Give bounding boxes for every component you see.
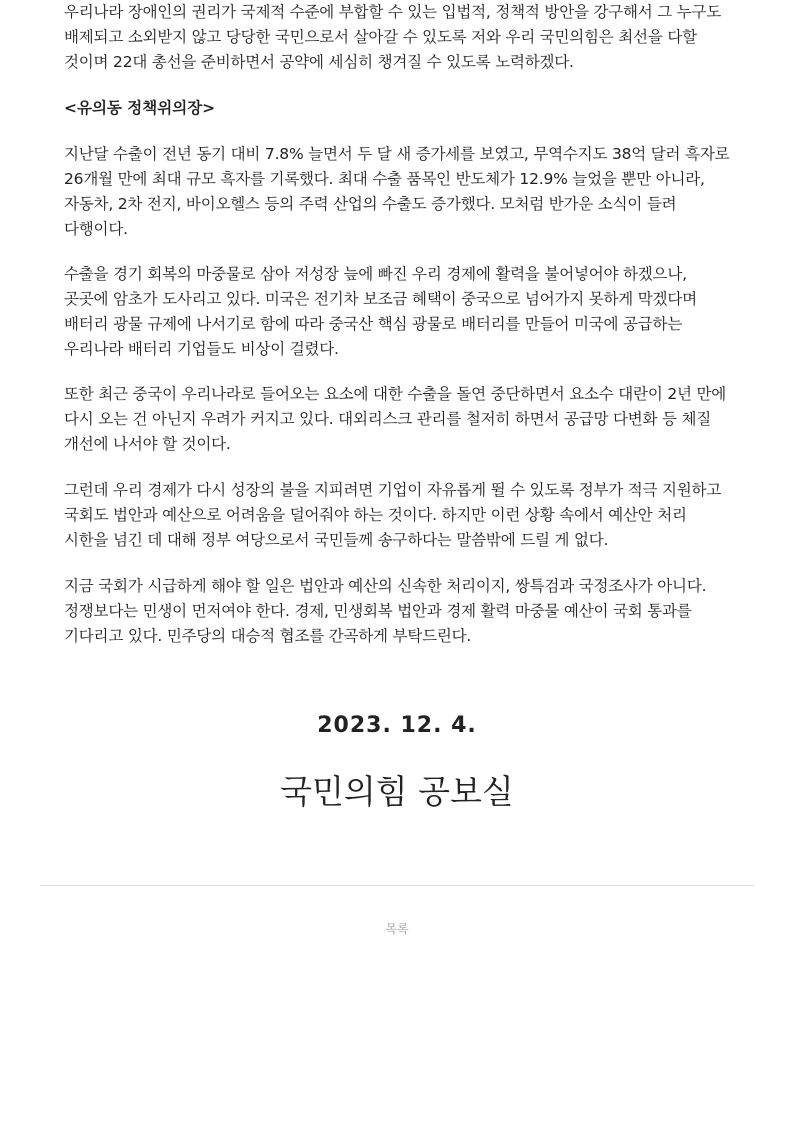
list-link[interactable]: 목록 [385, 922, 409, 936]
issuing-office: 국민의힘 공보실 [280, 772, 514, 811]
paragraph-budget-deadline: 그런데 우리 경제가 다시 성장의 불을 지피려면 기업이 자유롭게 뛸 수 있도록 정부가 적극 지원하고 국회도 법안과 예산으로 어려움을 덜어줘야 하는 것이다. 하지만 이런 상황 속에서 예산안 처리 시한을 넘긴 데 대해 정부 여당으로서 국민들께 송구하다는 말씀밖에 드릴 게 없다. [64, 481, 722, 549]
release-date: 2023. 12. 4. [317, 713, 477, 738]
speaker-heading: <유의동 정책위의장> [64, 99, 216, 117]
paragraph-urea-supply: 또한 최근 중국이 우리나라로 들어오는 요소에 대한 수출을 돌연 중단하면서 요소수 대란이 2년 만에 다시 오는 건 아닌지 우려가 커지고 있다. 대외리스크 관리를 철저히 하면서 공급망 다변화 등 체질 개선에 나서야 할 것이다. [64, 385, 727, 453]
paragraph-legislation-request: 지금 국회가 시급하게 해야 할 일은 법안과 예산의 신속한 처리이지, 쌍특검과 국정조사가 아니다. 정쟁보다는 민생이 먼저여야 한다. 경제, 민생회복 법안과 경제 활력 마중물 예산이 국회 통과를 기다리고 있다. 민주당의 대승적 협조를 간곡하게 부탁드린다. [64, 577, 707, 645]
section-divider [40, 885, 754, 886]
paragraph-battery-regulation: 수출을 경기 회복의 마중물로 삼아 저성장 늪에 빠진 우리 경제에 활력을 불어넣어야 하겠으나, 곳곳에 암초가 도사리고 있다. 미국은 전기차 보조금 혜택이 중국으로 넘어가지 못하게 막겠다며 배터리 광물 규제에 나서기로 함에 따라 중국산 핵심 광물로 배터리를 만들어 미국에 공급하는 우리나라 배터리 기업들도 비상이 걸렸다. [64, 265, 697, 358]
paragraph-disability-rights: 우리나라 장애인의 권리가 국제적 수준에 부합할 수 있는 입법적, 정책적 방안을 강구해서 그 누구도 배제되고 소외받지 않고 당당한 국민으로서 살아갈 수 있도록 저와 우리 국민의힘은 최선을 다할 것이며 22대 총선을 준비하면서 공약에 세심히 챙겨질 수 있도록 노력하겠다. [64, 3, 722, 71]
paragraph-exports: 지난달 수출이 전년 동기 대비 7.8% 늘면서 두 달 새 증가세를 보였고, 무역수지도 38억 달러 흑자로 26개월 만에 최대 규모 흑자를 기록했다. 최대 수출 품목인 반도체가 12.9% 늘었을 뿐만 아니라, 자동차, 2차 전지, 바이오헬스 등의 주력 산업의 수출도 증가했다. 모처럼 반가운 소식이 들려 다행이다. [64, 145, 730, 238]
